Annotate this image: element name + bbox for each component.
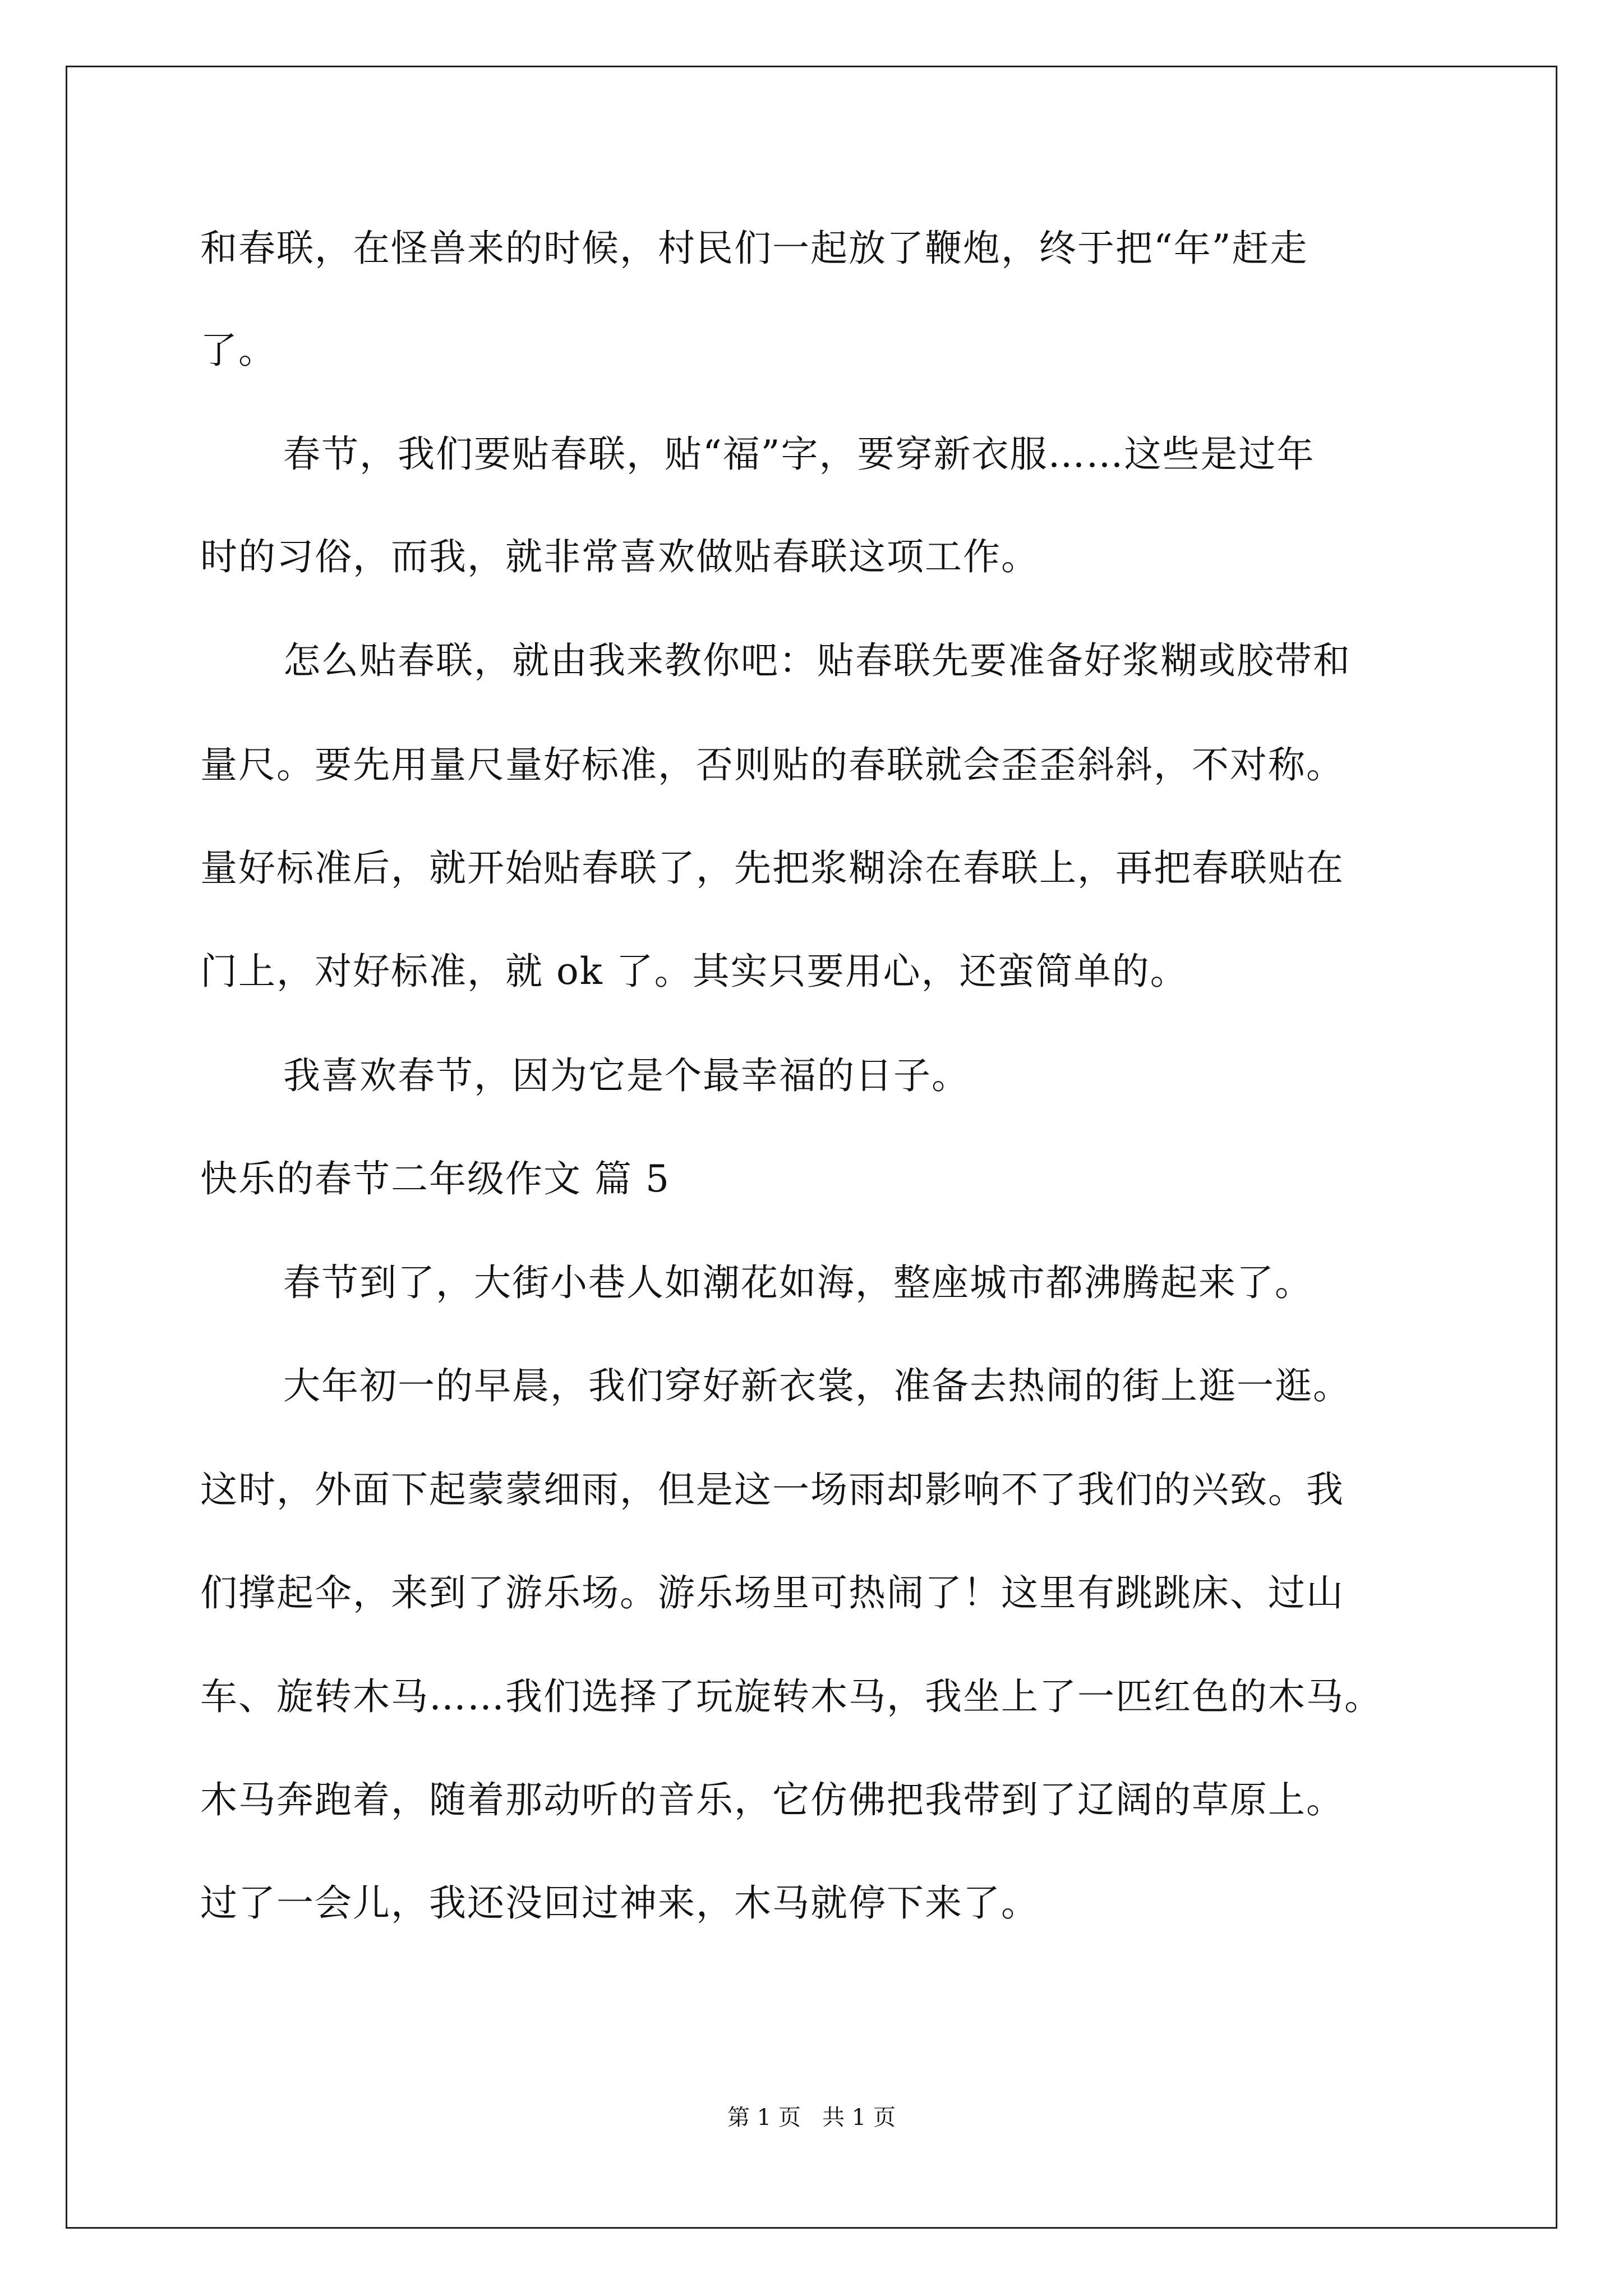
text-line: 量好标准后，就开始贴春联了，先把浆糊涂在春联上，再把春联贴在 <box>200 846 1344 890</box>
text-line: 这时，外面下起蒙蒙细雨，但是这一场雨却影响不了我们的兴致。我 <box>200 1468 1344 1511</box>
paragraph-first-line: 春节，我们要贴春联，贴“福”字，要穿新衣服……这些是过年 <box>283 432 1315 476</box>
text-line: 们撑起伞，来到了游乐场。游乐场里可热闹了！这里有跳跳床、过山 <box>200 1571 1344 1614</box>
text-line: 量尺。要先用量尺量好标准，否则贴的春联就会歪歪斜斜，不对称。 <box>200 743 1344 786</box>
paragraph-first-line: 怎么贴春联，就由我来教你吧：贴春联先要准备好浆糊或胶带和 <box>283 639 1351 682</box>
text-line: 门上，对好标准，就 ok 了。其实只要用心，还蛮简单的。 <box>200 950 1188 993</box>
text-line: 时的习俗，而我，就非常喜欢做贴春联这项工作。 <box>200 535 1039 578</box>
text-line: 了。 <box>200 329 276 372</box>
text-line: 木马奔跑着，随着那动听的音乐，它仿佛把我带到了辽阔的草原上。 <box>200 1778 1344 1821</box>
section-heading: 快乐的春节二年级作文 篇 5 <box>200 1157 670 1200</box>
text-line: 过了一会儿，我还没回过神来，木马就停下来了。 <box>200 1881 1039 1925</box>
text-line: 车、旋转木马……我们选择了玩旋转木马，我坐上了一匹红色的木马。 <box>200 1675 1382 1718</box>
paragraph-first-line: 我喜欢春节，因为它是个最幸福的日子。 <box>283 1054 970 1097</box>
paragraph-first-line: 大年初一的早晨，我们穿好新衣裳，准备去热闹的街上逛一逛。 <box>283 1364 1351 1407</box>
text-line: 和春联，在怪兽来的时候，村民们一起放了鞭炮，终于把“年”赶走 <box>200 227 1308 270</box>
page-footer: 第 1 页 共 1 页 <box>727 2105 896 2131</box>
paragraph-first-line: 春节到了，大街小巷人如潮花如海，整座城市都沸腾起来了。 <box>283 1261 1313 1304</box>
